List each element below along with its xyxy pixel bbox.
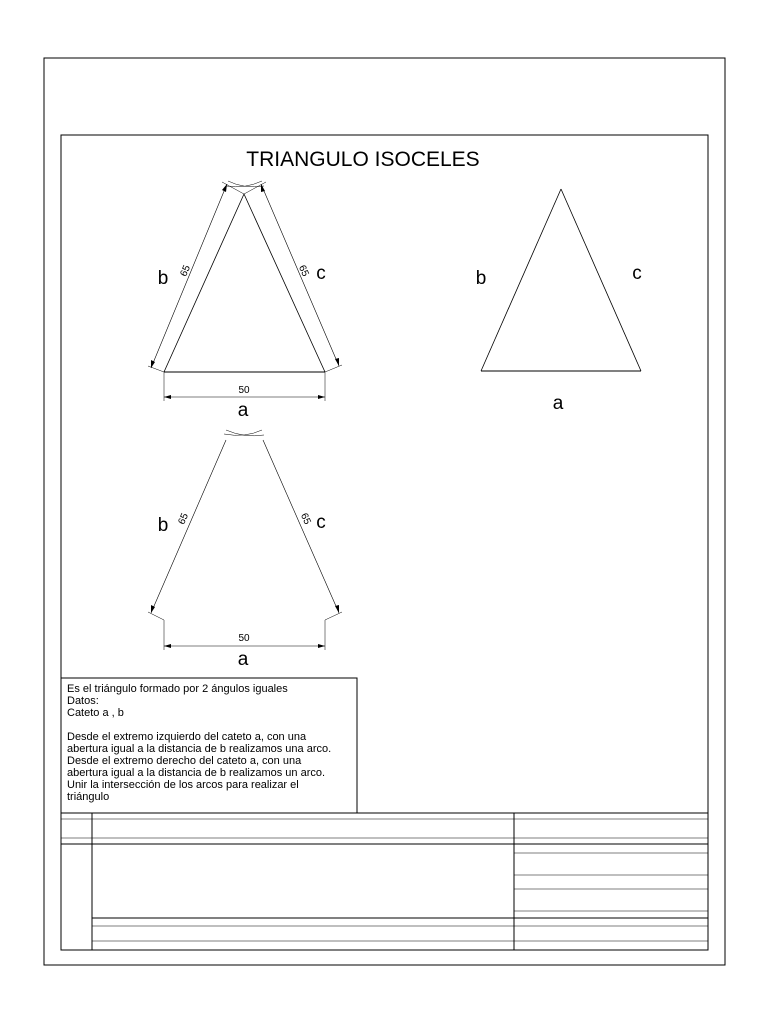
ext-line-b1 <box>148 612 164 620</box>
description-line: abertura igual a la distancia de b realizamos una arco. <box>67 743 332 755</box>
side-c <box>263 440 339 613</box>
dimension-a-label: 50 <box>238 633 250 644</box>
title-block <box>61 813 708 950</box>
triangle-result <box>481 189 641 371</box>
label-b: b <box>157 515 169 536</box>
outer-border <box>44 58 725 965</box>
drawing-frame <box>61 135 708 950</box>
triangle-construction-1 <box>148 181 342 401</box>
label-a: a <box>237 649 249 670</box>
description-line: Datos: <box>67 695 99 707</box>
description-line: Es el triángulo formado por 2 ángulos iguales <box>67 683 288 695</box>
label-a: a <box>552 393 564 414</box>
triangle-construction-2 <box>148 430 342 650</box>
label-c: c <box>316 512 326 533</box>
description-text <box>67 683 357 803</box>
side-b <box>164 194 244 372</box>
description-line: Desde el extremo izquierdo del cateto a, con una <box>67 731 307 743</box>
dimension-c-label: 65 <box>295 263 311 279</box>
ext-line-b1 <box>148 366 164 372</box>
ext-line-c1 <box>325 365 342 372</box>
description-line: abertura igual a la distancia de b realizamos un arco. <box>67 767 326 779</box>
label-b: b <box>157 268 169 289</box>
description-line: Unir la intersección de los arcos para realizar el <box>67 779 299 791</box>
description-line: Cateto a , b <box>67 707 124 719</box>
dimension-b-label: 65 <box>176 511 192 527</box>
description-line: Desde el extremo derecho del cateto a, con una <box>67 755 302 767</box>
page-title: TRIANGULO ISOCELES <box>246 148 480 171</box>
arrowheads-1 <box>151 184 339 399</box>
dimension-c-label: 65 <box>297 511 313 527</box>
ext-line-c1 <box>325 612 342 620</box>
side-c <box>244 194 325 372</box>
arc-left <box>224 430 262 435</box>
label-c: c <box>632 263 642 284</box>
description-line: triángulo <box>67 791 110 803</box>
dimension-a-label: 50 <box>238 385 250 396</box>
label-a: a <box>237 400 249 421</box>
label-b: b <box>475 268 487 289</box>
dimension-b-label: 65 <box>178 263 194 279</box>
description-spacer <box>67 719 357 731</box>
label-c: c <box>316 263 326 284</box>
